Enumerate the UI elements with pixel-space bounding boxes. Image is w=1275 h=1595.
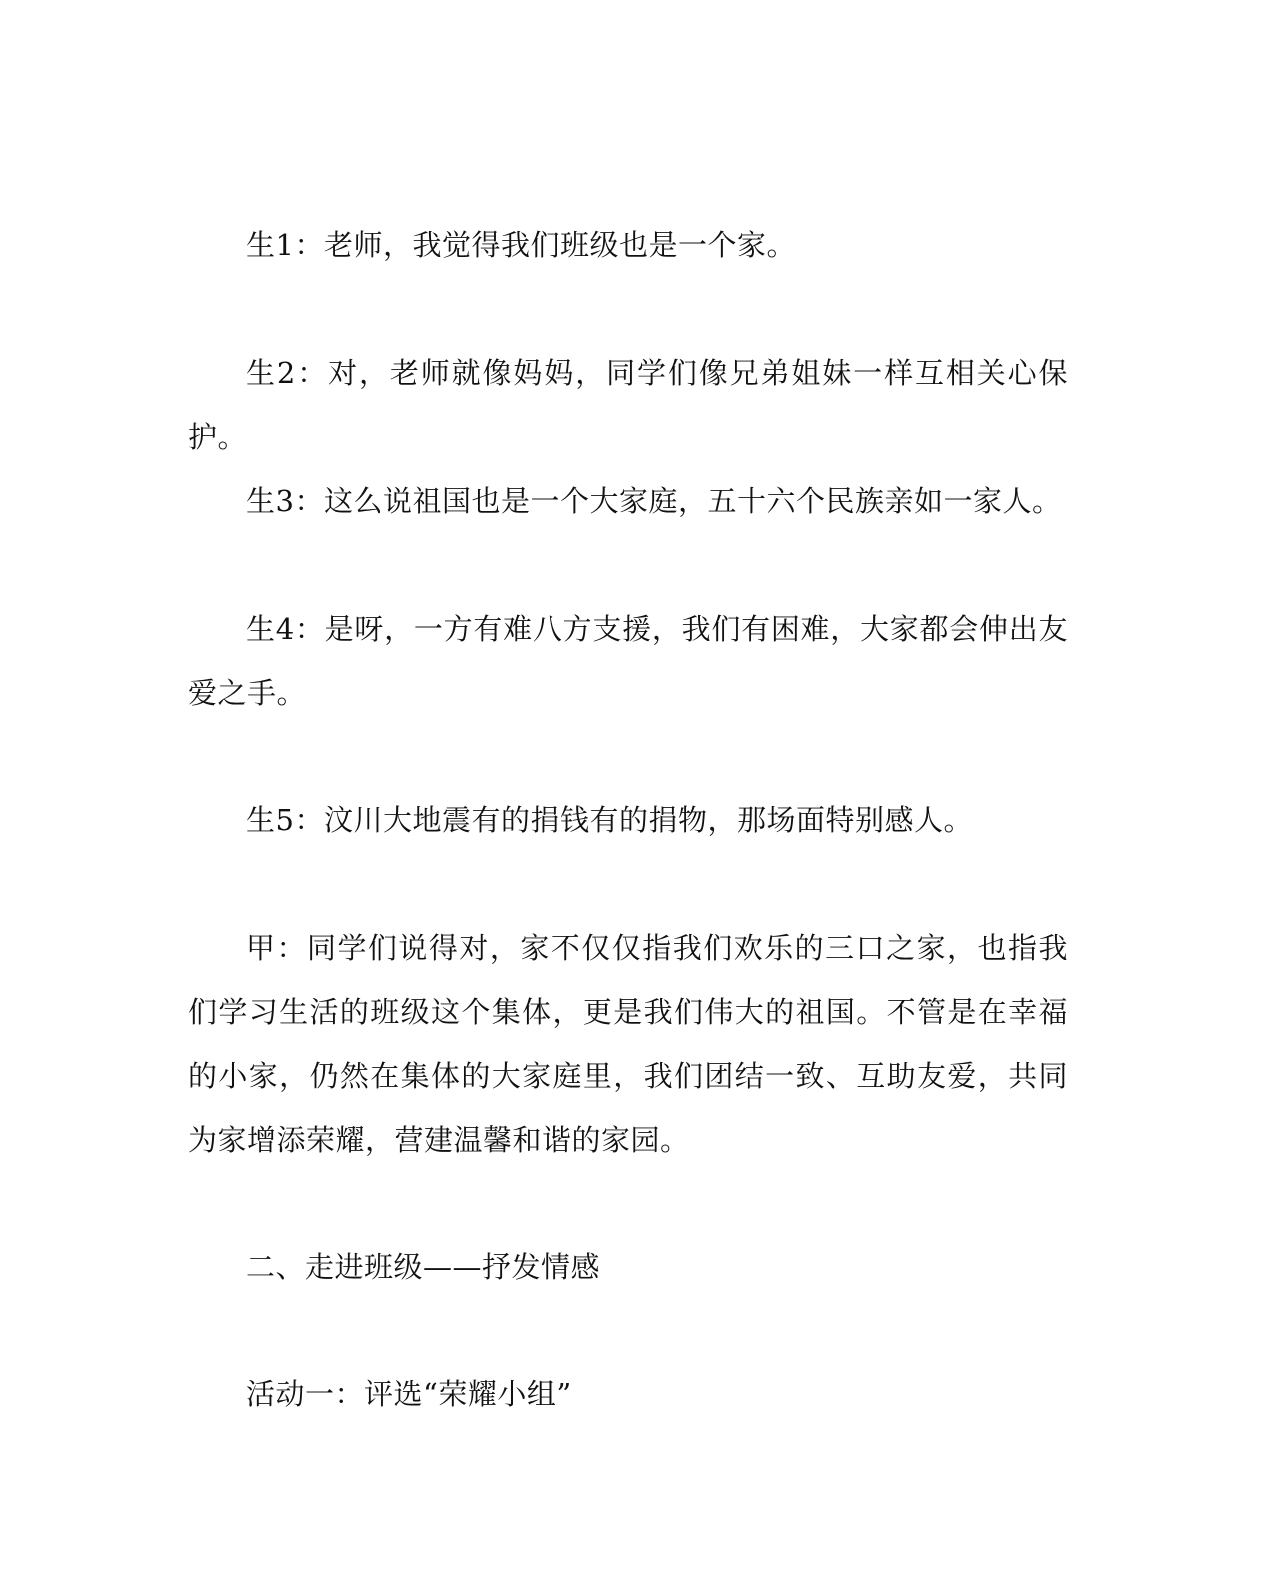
dialogue-student-5: 生5：汶川大地震有的捐钱有的捐物，那场面特别感人。 <box>246 803 973 837</box>
activity-heading: 活动一：评选“荣耀小组” <box>246 1377 572 1411</box>
dialogue-student-4: 生4：是呀，一方有难八方支援，我们有困难，大家都会伸出友爱之手。 <box>188 612 1068 710</box>
dialogue-student-1: 生1：老师，我觉得我们班级也是一个家。 <box>246 228 796 262</box>
host-summary-paragraph: 甲：同学们说得对，家不仅仅指我们欢乐的三口之家，也指我们学习生活的班级这个集体，更是我们伟大的祖国。不管是在幸福的小家，仍然在集体的大家庭里，我们团结一致、互助友爱，共同为家增添荣耀，营建温馨和谐的家园。 <box>188 931 1068 1157</box>
dialogue-student-2: 生2：对，老师就像妈妈，同学们像兄弟姐妹一样互相关心保护。 <box>188 356 1068 454</box>
dialogue-student-3: 生3：这么说祖国也是一个大家庭，五十六个民族亲如一家人。 <box>246 484 1062 518</box>
section-heading: 二、走进班级——抒发情感 <box>246 1250 601 1284</box>
